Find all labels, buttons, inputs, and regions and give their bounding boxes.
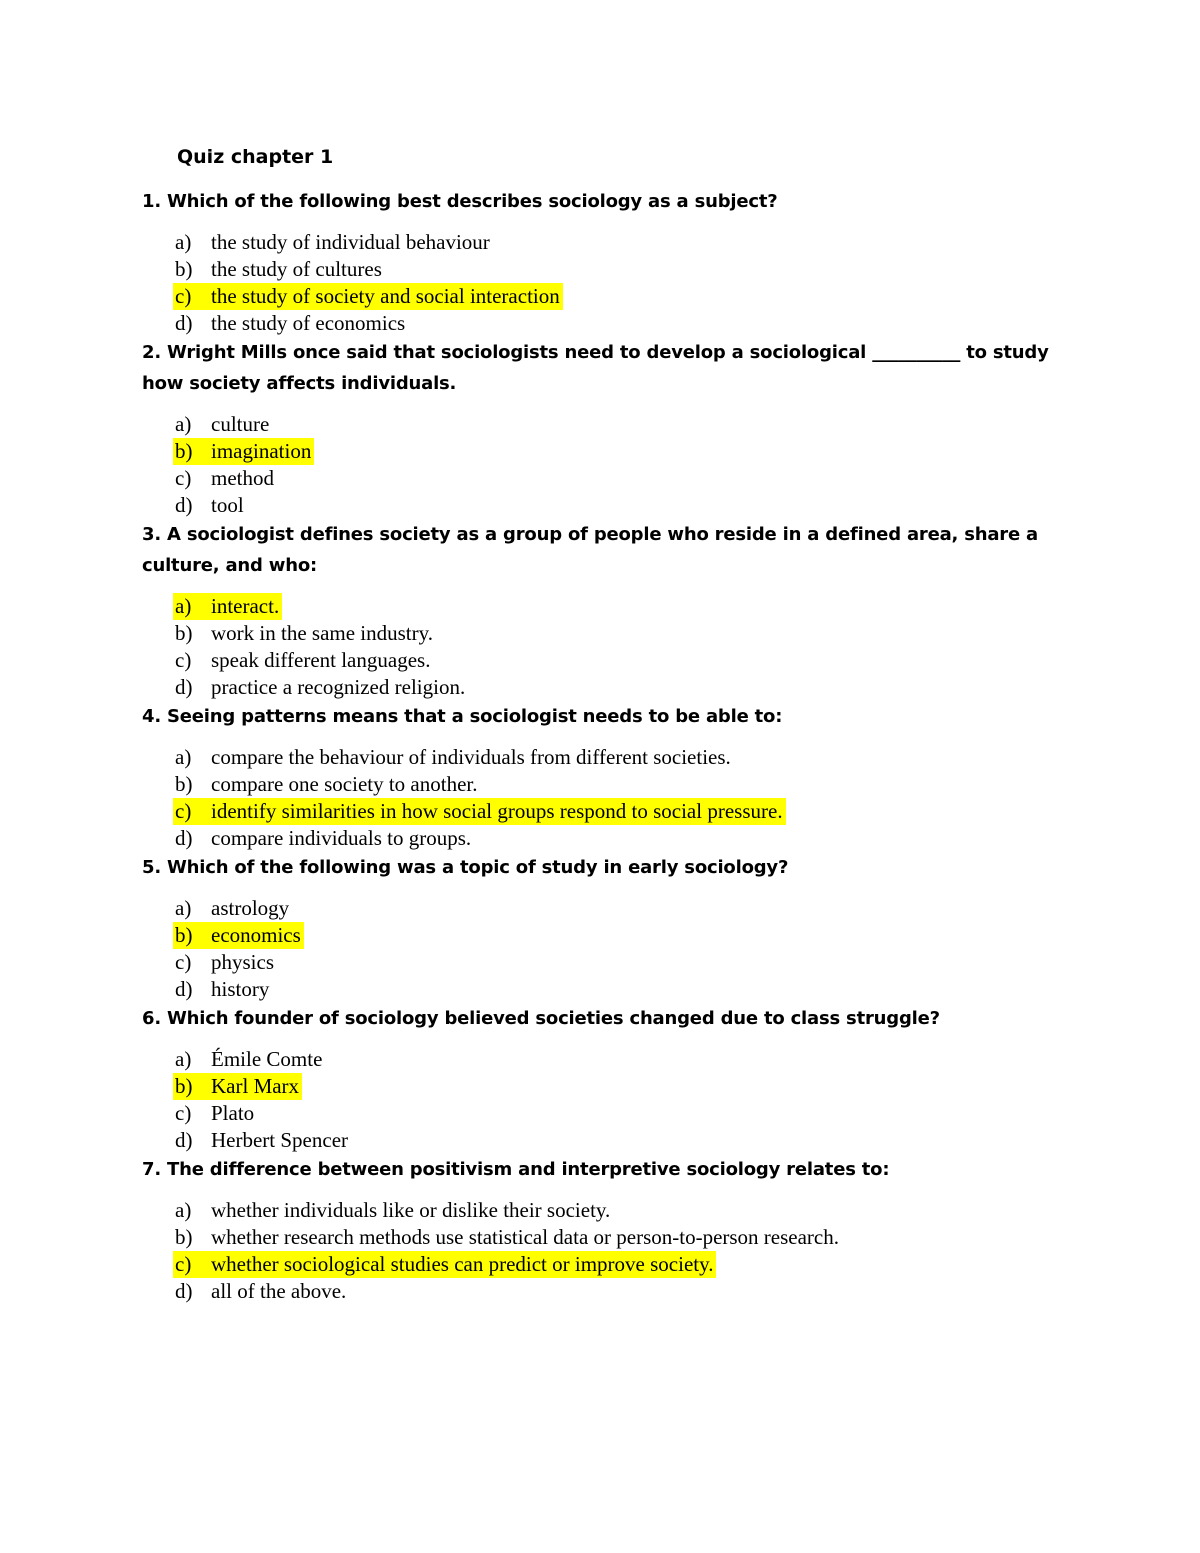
question-text: 5. Which of the following was a topic of study in early sociology? — [142, 857, 789, 878]
answer-options — [142, 593, 1072, 701]
option-letter: d) — [175, 311, 193, 335]
question-block — [142, 1154, 1072, 1305]
option-letter: c) — [175, 950, 192, 974]
option-text: compare individuals to groups. — [211, 826, 472, 850]
option-letter: c) — [175, 284, 192, 308]
answer-option-correct — [175, 593, 1072, 620]
option-letter: b) — [175, 923, 193, 947]
answer-option-correct — [175, 922, 1072, 949]
option-text: method — [211, 466, 274, 490]
option-body — [173, 1046, 325, 1073]
option-body — [173, 744, 734, 771]
answer-options — [142, 411, 1072, 519]
option-text: identify similarities in how social groups respond to social pressure. — [211, 799, 783, 823]
option-body — [173, 256, 385, 283]
question-text: 1. Which of the following best describes sociology as a subject? — [142, 191, 778, 212]
option-letter: b) — [175, 621, 193, 645]
option-body — [173, 310, 408, 337]
option-text: practice a recognized religion. — [211, 675, 466, 699]
answer-option — [175, 674, 1072, 701]
answer-option — [175, 647, 1072, 674]
option-text: whether individuals like or dislike their society. — [211, 1198, 611, 1222]
answer-option — [175, 744, 1072, 771]
option-text: whether research methods use statistical data or person-to-person research. — [211, 1225, 840, 1249]
answer-option-correct — [175, 798, 1072, 825]
quiz-content — [142, 140, 1072, 1305]
answer-option — [175, 771, 1072, 798]
answer-option — [175, 1224, 1072, 1251]
question-text: 2. Wright Mills once said that sociologists need to develop a sociological __________ to study how society affects individuals. — [142, 342, 1049, 394]
option-text: speak different languages. — [211, 648, 431, 672]
highlight-mark — [173, 922, 304, 949]
option-letter: a) — [175, 896, 192, 920]
option-text: physics — [211, 950, 274, 974]
option-text: Herbert Spencer — [211, 1128, 349, 1152]
option-text: whether sociological studies can predict or improve society. — [211, 1252, 714, 1276]
option-letter: b) — [175, 1074, 193, 1098]
question-block — [142, 701, 1072, 852]
answer-option — [175, 1127, 1072, 1154]
answer-options — [142, 895, 1072, 1003]
option-body — [173, 1197, 613, 1224]
option-letter: c) — [175, 466, 192, 490]
option-letter: a) — [175, 594, 192, 618]
answer-option — [175, 1197, 1072, 1224]
option-letter: c) — [175, 1101, 192, 1125]
answer-option-correct — [175, 438, 1072, 465]
option-text: imagination — [211, 439, 312, 463]
option-letter: c) — [175, 648, 192, 672]
answer-option — [175, 1046, 1072, 1073]
answer-option — [175, 310, 1072, 337]
option-text: the study of economics — [211, 311, 406, 335]
answer-option — [175, 229, 1072, 256]
highlight-mark — [173, 593, 282, 620]
answer-options — [142, 1197, 1072, 1305]
option-body — [173, 647, 433, 674]
answer-option — [175, 620, 1072, 647]
answer-option — [175, 825, 1072, 852]
option-letter: b) — [175, 257, 193, 281]
option-letter: b) — [175, 772, 193, 796]
option-body — [173, 1278, 349, 1305]
answer-option-correct — [175, 1073, 1072, 1100]
option-body — [173, 229, 493, 256]
option-body — [173, 976, 272, 1003]
highlight-mark — [173, 438, 314, 465]
question-text: 3. A sociologist defines society as a group of people who reside in a defined area, share a culture, and who: — [142, 524, 1038, 576]
option-letter: d) — [175, 675, 193, 699]
option-text: culture — [211, 412, 270, 436]
option-text: economics — [211, 923, 301, 947]
option-text: the study of cultures — [211, 257, 382, 281]
option-text: Karl Marx — [211, 1074, 300, 1098]
option-letter: c) — [175, 1252, 192, 1276]
answer-option — [175, 1278, 1072, 1305]
option-text: all of the above. — [211, 1279, 347, 1303]
question-block — [142, 519, 1072, 701]
option-body — [173, 1100, 257, 1127]
option-letter: d) — [175, 493, 193, 517]
option-body — [173, 771, 481, 798]
option-letter: c) — [175, 799, 192, 823]
option-letter: b) — [175, 439, 193, 463]
highlight-mark — [173, 283, 563, 310]
answer-option — [175, 895, 1072, 922]
highlight-mark — [173, 1251, 716, 1278]
option-body — [173, 1224, 842, 1251]
option-letter: d) — [175, 1279, 193, 1303]
option-letter: a) — [175, 745, 192, 769]
quiz-title: Quiz chapter 1 — [177, 146, 334, 168]
option-text: work in the same industry. — [211, 621, 434, 645]
answer-options — [142, 1046, 1072, 1154]
option-letter: b) — [175, 1225, 193, 1249]
option-text: interact. — [211, 594, 280, 618]
answer-options — [142, 229, 1072, 337]
option-text: astrology — [211, 896, 290, 920]
option-text: compare one society to another. — [211, 772, 478, 796]
option-body — [173, 825, 474, 852]
option-body — [173, 465, 277, 492]
highlight-mark — [173, 798, 786, 825]
answer-option — [175, 976, 1072, 1003]
answer-option-correct — [175, 283, 1072, 310]
option-letter: a) — [175, 230, 192, 254]
answer-option-correct — [175, 1251, 1072, 1278]
option-body — [173, 492, 247, 519]
answer-option — [175, 411, 1072, 438]
highlight-mark — [173, 1073, 302, 1100]
option-body — [173, 411, 272, 438]
question-text: 6. Which founder of sociology believed societies changed due to class struggle? — [142, 1008, 940, 1029]
question-text: 7. The difference between positivism and interpretive sociology relates to: — [142, 1159, 890, 1180]
option-body — [173, 674, 468, 701]
option-text: Plato — [211, 1101, 255, 1125]
option-letter: d) — [175, 977, 193, 1001]
answer-options — [142, 744, 1072, 852]
question-text: 4. Seeing patterns means that a sociologist needs to be able to: — [142, 706, 783, 727]
question-block — [142, 337, 1072, 519]
option-text: the study of individual behaviour — [211, 230, 490, 254]
option-text: tool — [211, 493, 244, 517]
option-body — [173, 895, 292, 922]
question-block — [142, 186, 1072, 337]
option-body — [173, 620, 436, 647]
option-body — [173, 1127, 351, 1154]
question-block — [142, 1003, 1072, 1154]
answer-option — [175, 492, 1072, 519]
option-body — [173, 949, 277, 976]
option-text: compare the behaviour of individuals from different societies. — [211, 745, 731, 769]
option-letter: a) — [175, 412, 192, 436]
option-text: history — [211, 977, 270, 1001]
option-letter: a) — [175, 1047, 192, 1071]
option-letter: d) — [175, 1128, 193, 1152]
option-text: Émile Comte — [211, 1047, 323, 1071]
answer-option — [175, 465, 1072, 492]
answer-option — [175, 1100, 1072, 1127]
option-text: the study of society and social interaction — [211, 284, 560, 308]
answer-option — [175, 949, 1072, 976]
answer-option — [175, 256, 1072, 283]
question-block — [142, 852, 1072, 1003]
option-letter: d) — [175, 826, 193, 850]
option-letter: a) — [175, 1198, 192, 1222]
question-list — [142, 186, 1072, 1305]
